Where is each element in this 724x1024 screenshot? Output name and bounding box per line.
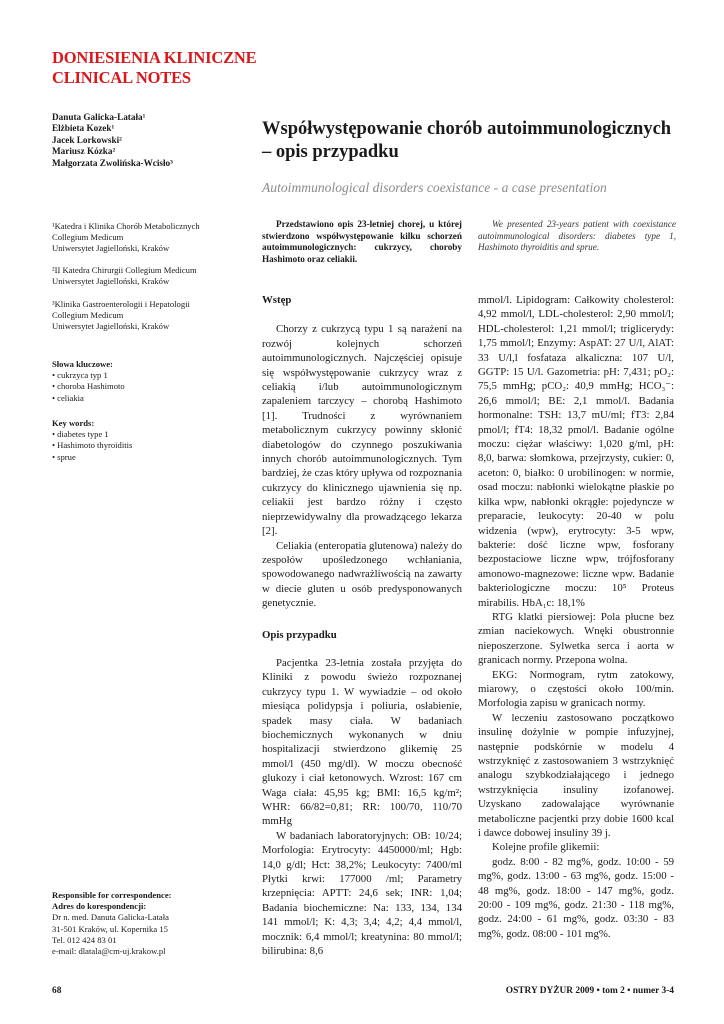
english-title: Autoimmunological disorders coexistance - a case presentation — [262, 180, 607, 195]
keywords-pl — [52, 359, 242, 404]
affiliation-3 — [52, 299, 252, 333]
keyword: • sprue — [52, 451, 76, 462]
author: Mariusz Kózka² — [52, 146, 116, 157]
title-line-2: – opis przypadku — [262, 142, 399, 162]
keyword: • choroba Hashimoto — [52, 381, 125, 392]
paragraph: EKG: Normogram, rytm zatokowy, miarowy, o częstości około 100/min. Morfologia zapisu w granicach normy. — [478, 668, 674, 710]
affiliation-line: Collegium Medicum — [52, 310, 124, 321]
paragraph: Pacjentka 23-letnia została przyjęta do Kliniki z powodu świeżo rozpoznanej cukrzycy typu 1. W wywiadzie – od około miesiąca polidypsja i poliuria, osłabienie, spadek masy ciała. W badaniach biochemicznych wykonanych w dniu hospitalizacji stwierdzono glikemię 25 mmol/l (450 mg/dl). W moczu obecność glukozy i ciał ketonowych. Wzrost: 167 cm Waga ciała: 45,95 kg; BMI: 16,5 kg/m²; WHR: 66/82=0,81; RR: 100/70, 110/70 mmHg — [262, 656, 462, 828]
keyword: • celiakia — [52, 392, 84, 403]
abstract-en: We presented 23-years patient with coexistance autoimmunological disorders: diabetes type 1, Hashimoto thyroiditis and sprue. — [478, 219, 676, 253]
author: Małgorzata Zwolińska-Wcisło³ — [52, 157, 173, 168]
affiliation-line: Uniwersytet Jagielloński, Kraków — [52, 276, 170, 287]
keywords-heading: Słowa kluczowe: — [52, 359, 113, 369]
authors-list — [52, 112, 173, 169]
keyword: • cukrzyca typ 1 — [52, 370, 108, 381]
title-line-1: Współwystępowanie chorób autoimmunologicznych — [262, 119, 672, 139]
body-column-1 — [262, 293, 462, 958]
heading-case-report: Opis przypadku — [262, 628, 337, 641]
paragraph: W badaniach laboratoryjnych: OB: 10/24; Morfologia: Erytrocyty: 4450000/ml; Hgb: 14,0 g/dl; Hct: 38,2%; Leukocyty: 7400/ml Płytki krwi: 177000 /ml; Parametry krzepnięcia: APTT: 24,6 sek; INR: 1,04; Badania biochemiczne: Na: 133, 134, 134 141 mmol/l; K: 4,3; 3,4; 4,2; 4,4 mmol/l, mocznik: 6,4 mmol/l; kreatynina: 80 mmol/l; bilirubina: 8,6 — [262, 829, 462, 958]
paragraph: godz. 8:00 - 82 mg%, godz. 10:00 - 59 mg%, godz. 13:00 - 63 mg%, godz. 15:00 - 48 mg%, godz. 18:00 - 147 mg%, godz. 20:00 - 109 mg%, godz. 21:30 - 118 mg%, godz. 24:00 - 61 mg%, godz. 03:30 - 83 mg%, godz. 08:00 - 101 mg%. — [478, 855, 674, 940]
affiliation-line: ²II Katedra Chirurgii Collegium Medicum — [52, 265, 197, 275]
affiliation-1 — [52, 221, 252, 255]
body-column-2 — [478, 293, 674, 941]
affiliation-line: ¹Katedra i Klinika Chorób Metabolicznych — [52, 221, 200, 231]
paragraph: mmol/l. Lipidogram: Całkowity cholesterol: 4,92 mmol/l, LDL-cholesterol: 2,90 mmol/l; HDL-cholesterol: 1,21 mmol/l; triglicerydy: 1,75 mmol/l; Enzymy: AspAT: 27 U/l, AlAT: 33 U/l,l fosfataza alkaliczna: 107 U/l, GGTP: 15 U/l. Gazometria: pH: 7,431; pO₂: 75,5 mmHg; pCO₂: 40,9 mmHg; HCO₃⁻: 26,6 mmol/l; BE: 2,1 mmol/l. Badania hormonalne: TSH: 13,7 mU/ml; fT3: 2,84 pmol/l; fT4: 18,32 pmol/l. Badanie ogólne moczu: ciężar właściwy: 1,020 g/ml, pH: 8,0, barwa: słomkowa, przejrzysty, cukier: 0, aceton: 0, białko: 0 urobilinogen: w normie, osad moczu: nabłonki wielokątne płaskie po kilka wpw, nabłonki okrągłe: pojedyncze w preparacie, leukocyty: 20-40 w polu widzenia (wpw), erytrocyty: 3-5 wpw, bakterie: dość liczne wpw, fosforany bezpostaciowe liczne wpw, trójfosforany amonowo-magnezowe: liczne wpw. Badanie bakteriologiczne moczu: 10⁵ Proteus mirabilis. HbA₁c: 18,1% — [478, 294, 674, 609]
page-number: 68 — [52, 986, 62, 996]
keyword: • diabetes type 1 — [52, 429, 109, 440]
keywords-heading: Key words: — [52, 418, 95, 428]
author: Danuta Galicka-Latała¹ — [52, 112, 146, 122]
article-title — [262, 118, 682, 164]
correspondence-heading-pl: Adres do korespondencji: — [52, 901, 147, 912]
keyword: • Hashimoto thyroiditis — [52, 440, 133, 451]
author: Jacek Lorkowski² — [52, 134, 122, 145]
correspondence-line: 31-501 Kraków, ul. Kopernika 15 — [52, 923, 168, 934]
heading-introduction: Wstęp — [262, 294, 292, 306]
paragraph: RTG klatki piersiowej: Pola płucne bez zmian naciekowych. Wnęki obustronnie nieposzerzone. Sylwetka serca i aorta w granicach normy. Przepona wolna. — [478, 610, 674, 667]
affiliation-line: Uniwersytet Jagielloński, Kraków — [52, 321, 170, 332]
correspondence-line: Dr n. med. Danuta Galicka-Latała — [52, 912, 169, 923]
section-header — [52, 48, 256, 88]
affiliation-2 — [52, 265, 252, 287]
correspondence-heading-en: Responsible for correspondence: — [52, 890, 172, 900]
keywords-en — [52, 418, 242, 463]
paragraph: Celiakia (enteropatia glutenowa) należy do zespołów upośledzonego wchłaniania, spowodowanego nadwrażliwością na zawarty w diecie gluten u osób predysponowanych genetycznie. — [262, 539, 462, 610]
section-title-pl: DONIESIENIA KLINICZNE — [52, 48, 257, 67]
journal-footer: OSTRY DYŻUR 2009 • tom 2 • numer 3-4 — [505, 986, 674, 996]
correspondence-email: e-mail: dlatala@cm-uj.krakow.pl — [52, 946, 166, 957]
section-title-en: CLINICAL NOTES — [52, 68, 191, 87]
affiliation-line: ³Klinika Gastroenterologii i Hepatologii — [52, 299, 190, 309]
abstract-pl: Przedstawiono opis 23-letniej chorej, u której stwierdzono współwystępowanie kilku schorzeń autoimmunologicznych: cukrzycy, choroby Hashimoto oraz celiakii. — [262, 219, 462, 264]
author: Elżbieta Kozek¹ — [52, 123, 115, 134]
correspondence-block — [52, 890, 252, 957]
paragraph: Chorzy z cukrzycą typu 1 są narażeni na rozwój kolejnych schorzeń autoimmunologicznych. Najczęściej opisuje się współwystępowanie cukrzycy wraz z celiakią i/lub autoimmunologicznym zapaleniem tarczycy – chorobą Hashimoto [1]. Trudności z wyrównaniem metabolicznym cukrzycy powinny skłonić diabetologów do czynnego poszukiwania innych chorób autoimmunologicznych. Tym bardziej, że czas który upływa od rozpoznania cukrzycy do klinicznego ujawnienia się np. celiakii jest bardzo różny i często nieprzewidywalny dla prowadzącego lekarza [2]. — [262, 323, 462, 538]
correspondence-line: Tel. 012 424 83 01 — [52, 934, 117, 945]
paragraph: Kolejne profile glikemii: — [492, 841, 600, 854]
paragraph: W leczeniu zastosowano początkowo insulinę dożylnie w pompie infuzyjnej, następnie podskórnie w modelu 4 wstrzyknięć z zastosowaniem 3 wstrzyknięć analogu szybkodziałającego i jednego wstrzyknięcia insuliny izofanowej. Uzyskano zadowalające wyrównanie metaboliczne pacjentki przy dobie 1600 kcal i dawce dobowej insuliny 39 j. — [478, 711, 674, 840]
affiliation-line: Collegium Medicum — [52, 232, 124, 243]
affiliation-line: Uniwersytet Jagielloński, Kraków — [52, 243, 170, 254]
